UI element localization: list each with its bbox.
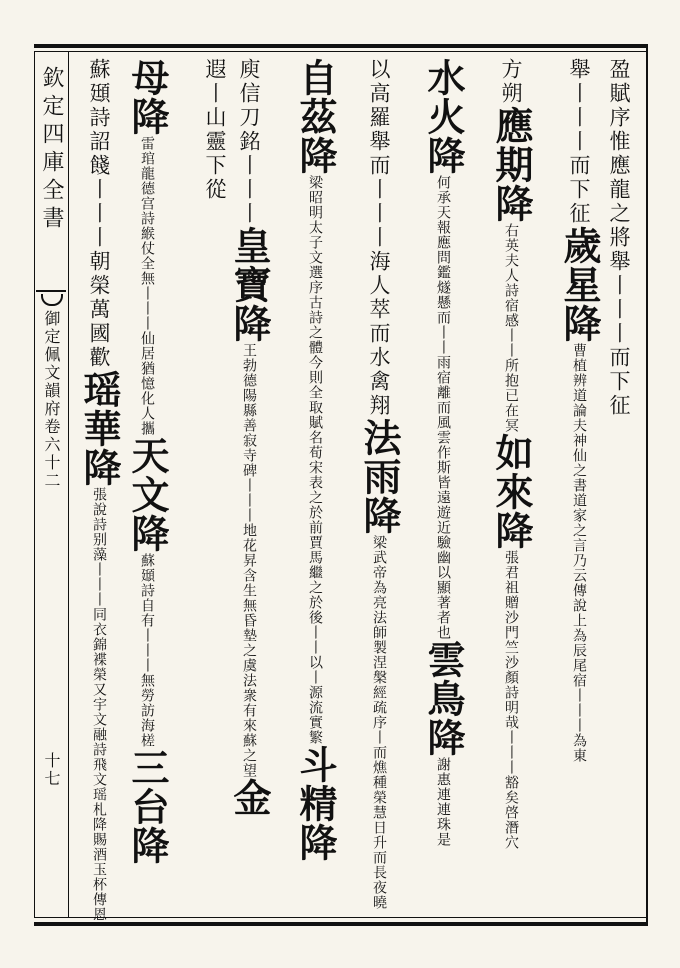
top-border (34, 44, 646, 48)
entry-headword: 歲星降 (557, 226, 602, 343)
fishtail-mark (36, 290, 66, 306)
margin-subtitle: 御定佩文韻府卷六十二 (42, 310, 61, 490)
entry-text: 以高羅舉而丨丨丨海人萃而水禽翔 (367, 58, 391, 418)
entry-text: 曹植辨道論夫神仙之書道家之言乃云傳說上為辰尾宿丨丨丨為東 (571, 343, 587, 763)
entry-text: 盈賦序惟應龍之將 (607, 58, 631, 250)
top-border-inner (34, 51, 646, 52)
text-column (357, 58, 402, 918)
entry-headword: 皇寶降 (227, 226, 272, 343)
text-column (196, 58, 234, 918)
entry-text: 王勃德陽縣善寂寺碑丨丨丨地花昇含生無昏墊之虞法衆有來蘇之望 (241, 343, 257, 778)
text-column (557, 58, 602, 918)
entry-headword: 法雨降 (357, 418, 402, 535)
text-column (600, 58, 638, 918)
entry-headword: 應期降 (489, 106, 534, 223)
entry-headword: 母降 (125, 58, 170, 136)
entry-text: 丨丨丨而下征 (607, 274, 631, 418)
entry-headword: 水火降 (421, 58, 466, 175)
entry-headword: 如來降 (489, 433, 534, 550)
text-column (489, 58, 534, 918)
entry-text: 何承天報應問鑑燧懸而丨丨雨宿離而風雲作斯皆遠遊近驗幽以顯著者也 (435, 175, 451, 640)
entry-text: 方 (499, 58, 523, 82)
bottom-border-inner (34, 917, 646, 918)
text-column (77, 58, 122, 922)
entry-headword: 三台降 (125, 748, 170, 865)
entry-text: 遐丨山靈下從 (203, 58, 227, 202)
entry-text: 張說詩别藻丨丨丨同衣錦褋榮又宇文融詩飛文瑶札降賜酒玉杯傳恩 (91, 487, 107, 922)
entry-text: 庾信刀銘丨丨丨 (237, 58, 261, 226)
entry-headword: 金 (227, 778, 272, 817)
entry-text: 梁武帝為亮法師製涅槃經疏序丨而燋種榮慧日升而長夜曉 (371, 535, 387, 910)
entry-text: 謝惠連連珠是 (435, 757, 451, 847)
entry-headword: 天文降 (125, 436, 170, 553)
text-column (293, 58, 338, 918)
entry-headword: 瑶華降 (77, 370, 122, 487)
entry-text: 朔 (499, 82, 523, 106)
entry-text: 舉丨丨丨而下征 (567, 58, 591, 226)
entry-text: 雷琯龍德宫詩緱仗全無丨丨丨仙居猶憶化人攜 (139, 136, 155, 436)
entry-text: 蘇頲詩詔餞丨丨丨朝榮萬國歡 (87, 58, 111, 370)
entry-text: 舉 (607, 250, 631, 274)
bottom-border (34, 922, 646, 926)
text-column (125, 58, 170, 918)
entry-text: 梁昭明太子文選序古詩之體今則全取賦名荀宋表之於前賈馬繼之於後丨丨以丨源流實繁 (307, 175, 323, 745)
margin-title: 欽定四庫全書 (39, 66, 64, 234)
spine-rule (68, 52, 69, 918)
entry-text: 右英夫人詩宿感丨丨所抱已在冥 (503, 223, 519, 433)
entry-text: 張君祖贈沙門竺沙顏詩明哉丨丨丨豁矣啓潛穴 (503, 550, 519, 850)
spine-rule-outer (34, 52, 35, 918)
entry-headword: 斗精降 (293, 745, 338, 862)
right-frame (646, 44, 648, 926)
folio-number: 十七 (42, 752, 61, 788)
entry-headword: 雲鳥降 (421, 640, 466, 757)
text-column (421, 58, 466, 918)
entry-text: 蘇頲詩自有丨丨丨無勞訪海槎 (139, 553, 155, 748)
entry-headword: 自茲降 (293, 58, 338, 175)
text-column (227, 58, 272, 918)
